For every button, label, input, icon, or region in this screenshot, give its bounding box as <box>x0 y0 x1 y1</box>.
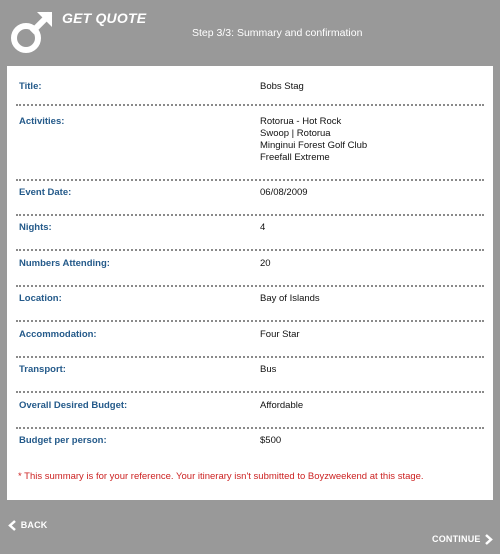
summary-value-line: Swoop | Rotorua <box>260 128 331 139</box>
summary-row <box>16 222 484 251</box>
summary-row <box>16 258 484 287</box>
summary-row-value <box>260 81 304 93</box>
summary-value-line: 06/08/2009 <box>260 187 308 198</box>
summary-row <box>16 187 484 216</box>
summary-row <box>16 435 484 458</box>
back-label: BACK <box>20 520 48 530</box>
summary-row-value <box>260 435 281 447</box>
summary-note: * This summary is for your reference. Your itinerary isn't submitted to Boyzweekend at this stage. <box>18 471 424 482</box>
summary-value-line: Affordable <box>260 400 304 411</box>
summary-row-label: Transport: <box>19 364 66 375</box>
summary-row-label: Title: <box>19 81 42 92</box>
summary-row-label: Overall Desired Budget: <box>19 400 128 411</box>
continue-button[interactable] <box>432 534 493 545</box>
summary-row-label: Activities: <box>19 116 65 127</box>
summary-row <box>16 81 484 106</box>
summary-row-label: Accommodation: <box>19 329 97 340</box>
summary-value-line: Four Star <box>260 329 300 340</box>
summary-row-value <box>260 400 303 412</box>
summary-row <box>16 293 484 322</box>
summary-row <box>16 364 484 393</box>
summary-row-label: Event Date: <box>19 187 72 198</box>
summary-value-line: Bay of Islands <box>260 293 320 304</box>
male-symbol-icon <box>8 8 56 56</box>
summary-row <box>16 400 484 429</box>
summary-row-value <box>260 187 308 199</box>
summary-row-label: Budget per person: <box>19 435 107 446</box>
summary-value-line: Minginui Forest Golf Club <box>260 140 368 151</box>
summary-row-label: Location: <box>19 293 62 304</box>
summary-value-line: 20 <box>260 258 271 269</box>
chevron-right-icon <box>483 534 493 545</box>
summary-row-label: Nights: <box>19 222 52 233</box>
summary-row-value <box>260 258 271 270</box>
summary-value-line: $500 <box>260 435 282 446</box>
summary-value-line: Freefall Extreme <box>260 152 330 163</box>
summary-row <box>16 116 484 181</box>
brand-title: GET QUOTE <box>62 10 147 26</box>
summary-row <box>16 329 484 358</box>
summary-value-line: 4 <box>260 222 266 233</box>
summary-value-line: Bobs Stag <box>260 81 304 92</box>
back-button[interactable] <box>8 520 48 531</box>
summary-panel <box>7 66 493 500</box>
continue-label: CONTINUE <box>432 534 481 544</box>
summary-row-value <box>260 364 276 376</box>
summary-value-line: Rotorua - Hot Rock <box>260 116 342 127</box>
summary-row-value <box>260 116 367 164</box>
summary-row-value <box>260 222 265 234</box>
chevron-left-icon <box>8 520 18 531</box>
step-indicator: Step 3/3: Summary and confirmation <box>192 27 363 39</box>
summary-value-line: Bus <box>260 364 277 375</box>
summary-row-value <box>260 293 320 305</box>
summary-row-label: Numbers Attending: <box>19 258 110 269</box>
header <box>0 0 500 66</box>
summary-row-value <box>260 329 300 341</box>
